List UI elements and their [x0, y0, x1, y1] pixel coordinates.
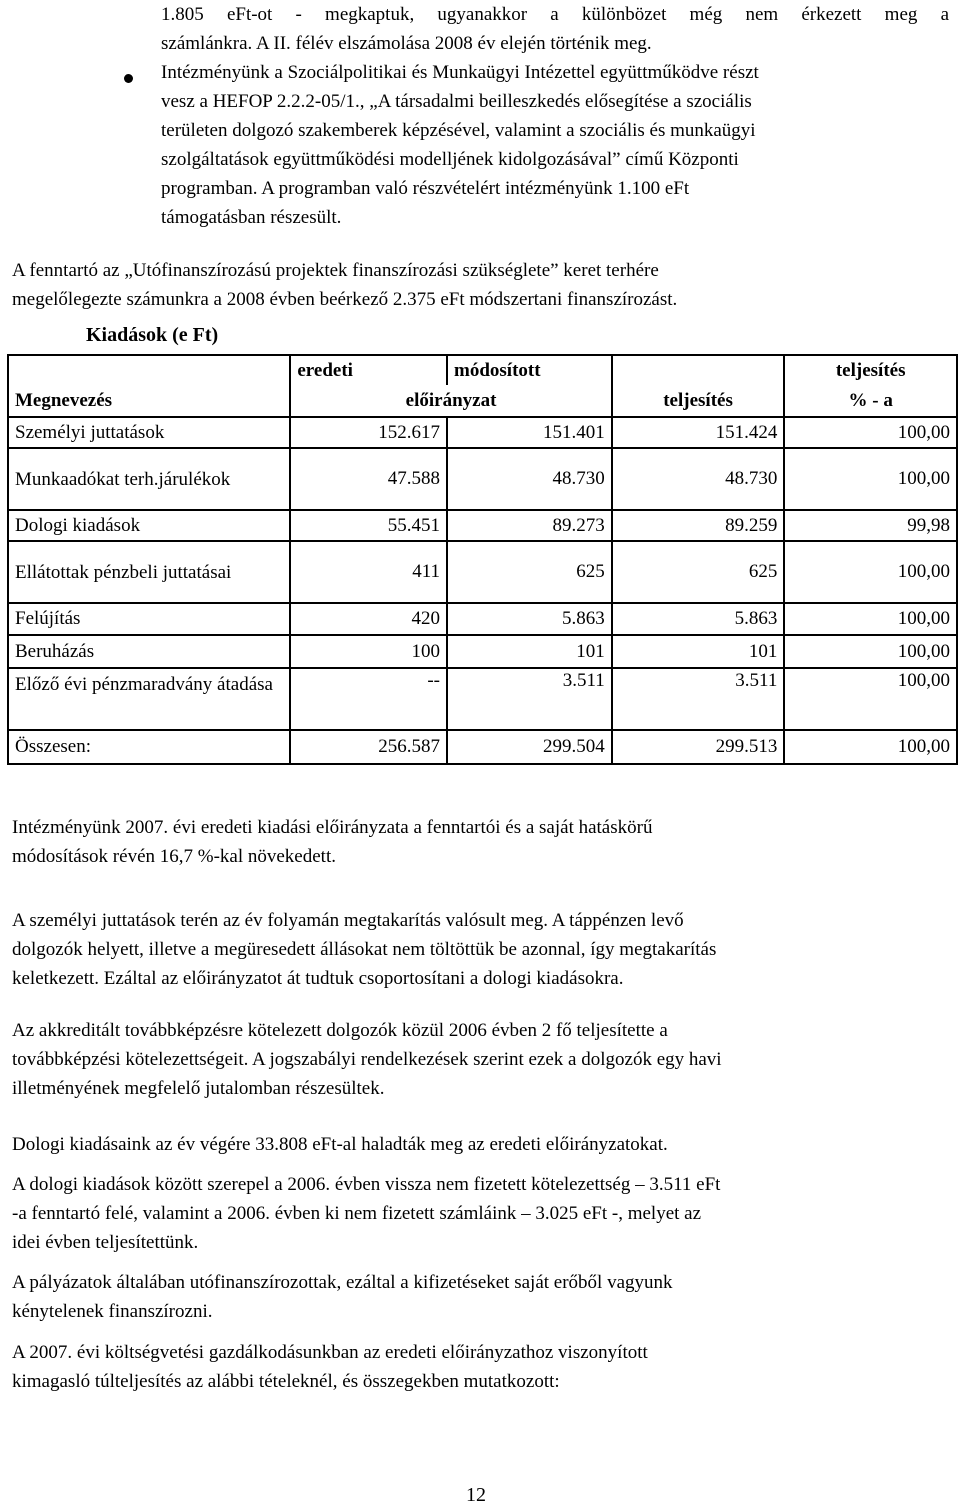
header-teljesites: teljesítés — [612, 355, 785, 417]
text-line: Az akkreditált továbbképzésre kötelezett dolgozók közül 2006 évben 2 fő teljesítette a — [12, 1020, 668, 1041]
cell-eredeti: 55.451 — [290, 510, 447, 541]
paragraph-material-costs — [12, 1130, 949, 1159]
row-name: Dologi kiadások — [8, 510, 290, 541]
header-eredeti: eredeti — [290, 355, 447, 385]
cell-eredeti: 420 — [290, 603, 447, 635]
header-megnevezes: Megnevezés — [8, 355, 290, 417]
cell-eredeti: 411 — [290, 541, 447, 603]
cell-modositott: 101 — [447, 635, 612, 668]
table-row — [8, 541, 957, 603]
text-line: kimagasló túlteljesítés az alábbi tételeknél, és összegekben mutatkozott: — [12, 1371, 560, 1392]
paragraph-obligations — [12, 1170, 949, 1257]
row-name: Beruházás — [8, 635, 290, 668]
text-line: módosítások révén 16,7 %-kal növekedett. — [12, 846, 336, 867]
cell-pct: 100,00 — [784, 448, 957, 510]
text-line: kénytelenek finanszírozni. — [12, 1301, 213, 1322]
cell-pct: 100,00 — [784, 730, 957, 764]
cell-eredeti: 100 — [290, 635, 447, 668]
text-line: idei évben teljesítettünk. — [12, 1232, 199, 1253]
cell-pct: 100,00 — [784, 603, 957, 635]
text-line: A személyi juttatások terén az év folyamán megtakarítás valósult meg. A táppénzen levő — [12, 910, 684, 931]
paragraph-overperformance — [12, 1338, 949, 1396]
paragraph-personnel — [12, 906, 949, 993]
cell-pct: 100,00 — [784, 668, 957, 730]
header-pct: % - a — [784, 385, 957, 417]
header-modositott: módosított — [447, 355, 612, 385]
row-name: Előző évi pénzmaradvány átadása — [8, 668, 290, 730]
cell-modositott: 625 — [447, 541, 612, 603]
table-row — [8, 417, 957, 448]
bullet-dot-icon — [124, 74, 133, 83]
row-name: Felújítás — [8, 603, 290, 635]
text-line: programban. A programban való részvételért intézményünk 1.100 eFt — [161, 178, 690, 199]
table-title: Kiadások (e Ft) — [86, 324, 219, 346]
cell-teljesites: 101 — [612, 635, 785, 668]
cell-pct: 100,00 — [784, 417, 957, 448]
paragraph-training — [12, 1016, 949, 1103]
cell-modositott: 89.273 — [447, 510, 612, 541]
row-name: Személyi juttatások — [8, 417, 290, 448]
header-teljesites-pct: teljesítés — [784, 355, 957, 385]
text-line: 1.805 eFt-ot - megkaptuk, ugyanakkor a különbözet még nem érkezett meg a — [161, 4, 949, 25]
cell-eredeti: 152.617 — [290, 417, 447, 448]
cell-modositott: 48.730 — [447, 448, 612, 510]
header-eloiranyzat: előirányzat — [290, 385, 611, 417]
table-row — [8, 603, 957, 635]
text-line: dolgozók helyett, illetve a megüresedett állásokat nem töltöttük be azonnal, így megtakarítás — [12, 939, 717, 960]
bullet-text-continued — [161, 0, 949, 58]
table-row — [8, 635, 957, 668]
paragraph-tenders — [12, 1268, 949, 1326]
cell-modositott: 5.863 — [447, 603, 612, 635]
cell-pct: 100,00 — [784, 635, 957, 668]
page-number: 12 — [466, 1484, 486, 1506]
text-line: vesz a HEFOP 2.2.2-05/1., „A társadalmi beilleszkedés elősegítése a szociális — [161, 91, 752, 112]
text-line: Intézményünk a Szociálpolitikai és Munkaügyi Intézettel együttműködve részt — [161, 62, 759, 83]
cell-eredeti: 256.587 — [290, 730, 447, 764]
text-line: A dologi kiadások között szerepel a 2006. évben vissza nem fizetett kötelezettség – 3.511 eFt — [12, 1174, 721, 1195]
row-name: Munkaadókat terh.járulékok — [8, 448, 290, 510]
text-line: számlánkra. A II. félév elszámolása 2008 év elején történik meg. — [161, 33, 652, 54]
text-line: A 2007. évi költségvetési gazdálkodásunkban az eredeti előirányzathoz viszonyított — [12, 1342, 648, 1363]
cell-teljesites: 151.424 — [612, 417, 785, 448]
text-line: keletkezett. Ezáltal az előirányzatot át tudtuk csoportosítani a dologi kiadásokra. — [12, 968, 624, 989]
text-line: szolgáltatások együttműködési modelljének kidolgozásával” című Központi — [161, 149, 739, 170]
expenses-table — [7, 354, 958, 765]
table-row — [8, 668, 957, 730]
cell-eredeti: -- — [290, 668, 447, 730]
text-line: Intézményünk 2007. évi eredeti kiadási előirányzata a fenntartói és a saját hatáskörű — [12, 817, 653, 838]
intro-paragraph — [12, 256, 949, 314]
bullet-text-hefop — [161, 58, 949, 232]
table-row — [8, 448, 957, 510]
cell-teljesites: 48.730 — [612, 448, 785, 510]
cell-teljesites: 625 — [612, 541, 785, 603]
cell-modositott: 299.504 — [447, 730, 612, 764]
text-line: továbbképzési kötelezettségeit. A jogszabályi rendelkezések szerint ezek a dolgozók egy havi — [12, 1049, 722, 1070]
text-line: A fenntartó az „Utófinanszírozású projektek finanszírozási szükséglete” keret terhére — [12, 260, 659, 281]
paragraph-growth — [12, 813, 949, 871]
text-line: A pályázatok általában utófinanszírozottak, ezáltal a kifizetéseket saját erőből vagyunk — [12, 1272, 673, 1293]
text-line: megelőlegezte számunkra a 2008 évben beérkező 2.375 eFt módszertani finanszírozást. — [12, 289, 678, 310]
cell-modositott: 3.511 — [447, 668, 612, 730]
text-line: -a fenntartó felé, valamint a 2006. évben ki nem fizetett számláink – 3.025 eFt -, melyet az — [12, 1203, 702, 1224]
cell-teljesites: 299.513 — [612, 730, 785, 764]
row-name: Ellátottak pénzbeli juttatásai — [8, 541, 290, 603]
text-line: területen dolgozó szakemberek képzésével, valamint a szociális és munkaügyi — [161, 120, 756, 141]
table-row-total — [8, 730, 957, 764]
cell-teljesites: 3.511 — [612, 668, 785, 730]
cell-teljesites: 89.259 — [612, 510, 785, 541]
table-row — [8, 510, 957, 541]
row-name: Összesen: — [8, 730, 290, 764]
cell-pct: 100,00 — [784, 541, 957, 603]
text-line: támogatásban részesült. — [161, 207, 342, 228]
cell-eredeti: 47.588 — [290, 448, 447, 510]
cell-teljesites: 5.863 — [612, 603, 785, 635]
text-line: Dologi kiadásaink az év végére 33.808 eFt-al haladták meg az eredeti előirányzatokat. — [12, 1134, 668, 1155]
cell-modositott: 151.401 — [447, 417, 612, 448]
text-line: illetményének megfelelő jutalomban részesültek. — [12, 1078, 385, 1099]
cell-pct: 99,98 — [784, 510, 957, 541]
